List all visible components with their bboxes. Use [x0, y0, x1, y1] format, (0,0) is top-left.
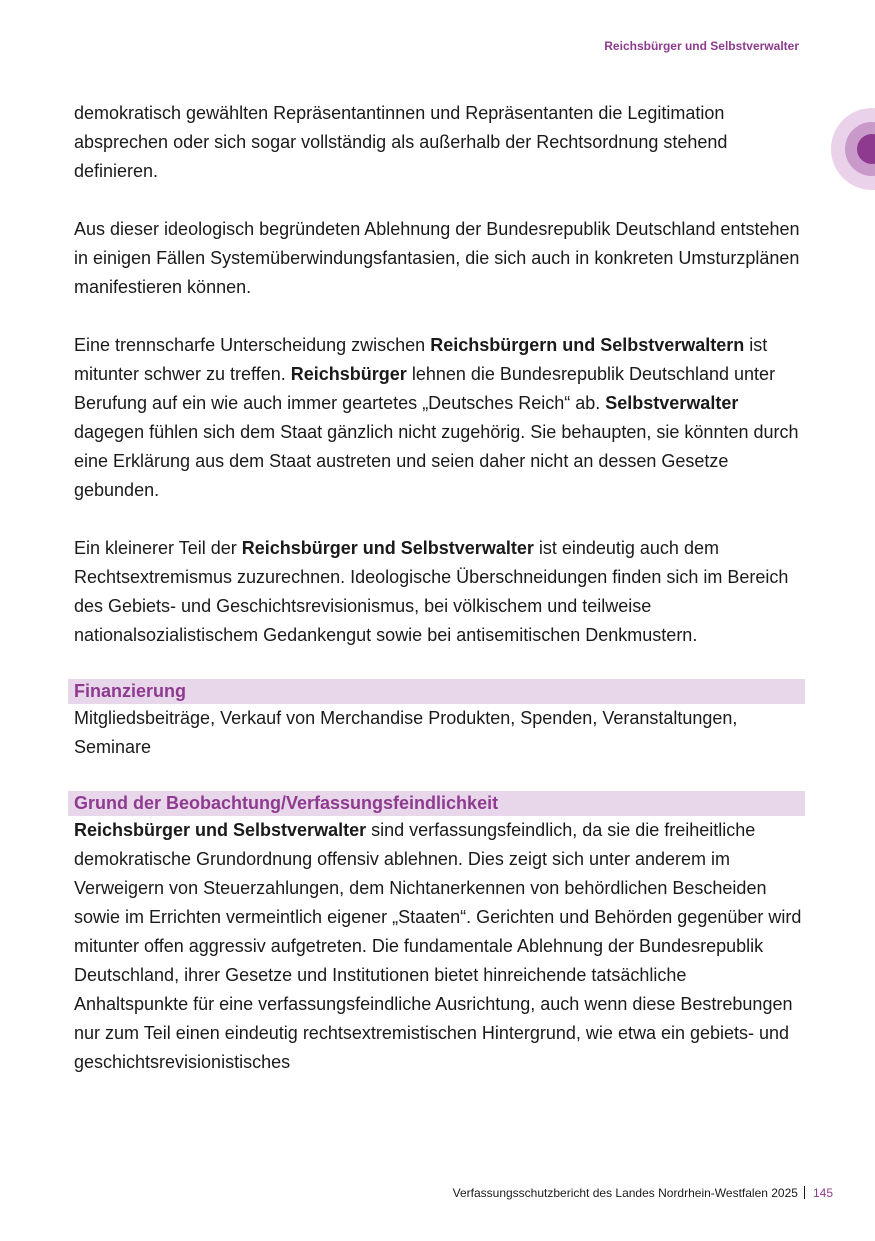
- text-run: Mitgliedsbeiträge, Verkauf von Merchandise Produkten, Spenden, Veranstaltungen, Seminare: [74, 708, 738, 757]
- body-paragraph: [74, 331, 804, 505]
- running-header: Reichsbürger und Selbstverwalter: [604, 39, 799, 53]
- footer-publication: Verfassungsschutzbericht des Landes Nordrhein-Westfalen 2025: [452, 1186, 798, 1200]
- body-paragraph: [74, 534, 804, 650]
- footer-separator: [804, 1186, 805, 1199]
- section-title: Grund der Beobachtung/Verfassungsfeindlichkeit: [68, 791, 805, 816]
- bold-text: Reichsbürgern und Selbstverwaltern: [430, 335, 745, 355]
- bold-text: Reichsbürger und Selbstverwalter: [74, 820, 367, 840]
- section-title: Finanzierung: [68, 679, 805, 704]
- main-content: [74, 99, 804, 1106]
- bold-text: Selbstverwalter: [605, 393, 739, 413]
- section-body: [74, 816, 804, 1077]
- section-body: [74, 704, 804, 762]
- text-run: Eine trennscharfe Unterscheidung zwischen: [74, 335, 431, 355]
- bold-text: Reichsbürger und Selbstverwalter: [241, 538, 534, 558]
- paragraphs: [74, 99, 804, 650]
- text-run: demokratisch gewählten Repräsentantinnen und Repräsentanten die Legitimation absprechen oder sich sogar vollständig als außerhalb der Rechtsordnung stehend definieren.: [74, 103, 728, 181]
- text-run: ist mitunter schwer zu treffen.: [74, 335, 768, 384]
- info-section: [74, 679, 804, 762]
- page-number: 145: [812, 1186, 833, 1200]
- info-section: [74, 791, 804, 1077]
- body-paragraph: [74, 99, 804, 186]
- text-run: Ein kleinerer Teil der: [74, 538, 242, 558]
- decorative-circle-icon: [831, 108, 875, 190]
- sections: [74, 679, 804, 1077]
- page-footer: [453, 1186, 833, 1200]
- body-paragraph: [74, 215, 804, 302]
- bold-text: Reichsbürger: [290, 364, 407, 384]
- text-run: dagegen fühlen sich dem Staat gänzlich nicht zugehörig. Sie behaupten, sie könnten durch eine Erklärung aus dem Staat austreten und seien daher nicht an dessen Gesetze gebunden.: [74, 422, 799, 500]
- text-run: lehnen die Bundesrepublik Deutschland unter Berufung auf ein wie auch immer geartetes „Deutsches Reich“ ab.: [74, 364, 776, 413]
- text-run: Aus dieser ideologisch begründeten Ablehnung der Bundesrepublik Deutschland entstehen in einigen Fällen Systemüberwindungsfantasien, die sich auch in konkreten Umsturzplänen manifestieren können.: [74, 219, 800, 297]
- text-run: sind verfassungsfeindlich, da sie die freiheitliche demokratische Grundordnung offensiv ablehnen. Dies zeigt sich unter anderem im Verweigern von Steuerzahlungen, dem Nichtanerkennen von behördlichen Bescheiden sowie im Errichten vermeintlich eigener „Staaten“. Gerichten und Behörden gegenüber wird mitunter offen aggressiv aufgetreten. Die fundamentale Ablehnung der Bundesrepublik Deutschland, ihrer Gesetze und Institutionen bietet hinreichende tatsächliche Anhaltspunkte für eine verfassungsfeindliche Ausrichtung, auch wenn diese Bestrebungen nur zum Teil einen eindeutig rechtsextremistischen Hintergrund, wie etwa ein gebiets- und geschichtsrevisionistisches: [74, 820, 802, 1072]
- text-run: ist eindeutig auch dem Rechtsextremismus zuzurechnen. Ideologische Überschneidungen finden sich im Bereich des Gebiets- und Geschichtsrevisionismus, bei völkischem und teilweise nationalsozialistischem Gedankengut sowie bei antisemitischen Denkmustern.: [74, 538, 789, 645]
